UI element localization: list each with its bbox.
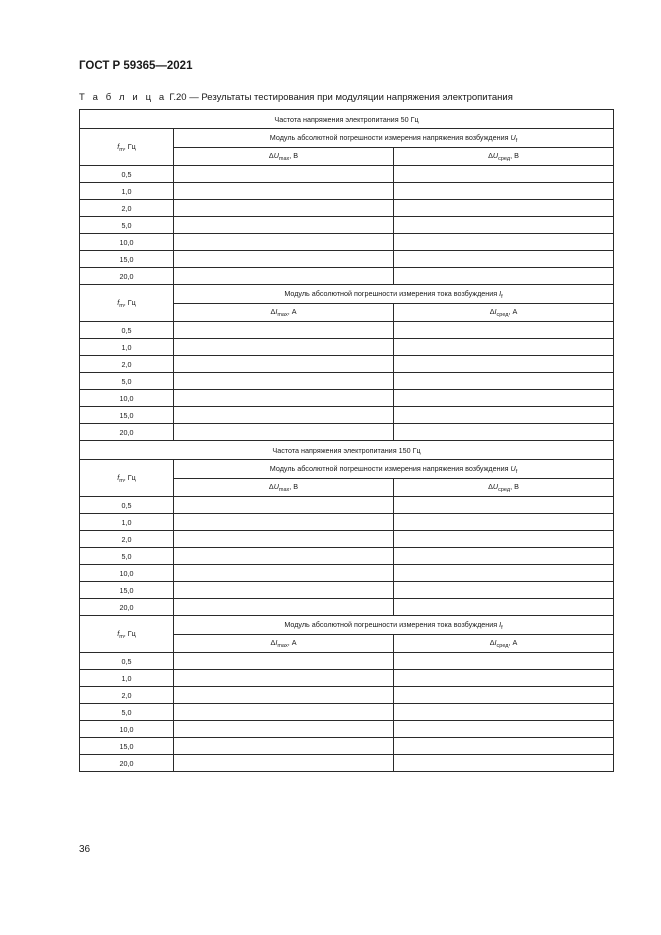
table-row xyxy=(80,407,614,424)
fm-subscript: m xyxy=(119,146,124,153)
table-row xyxy=(80,755,614,772)
table-row xyxy=(80,738,614,755)
max-value-cell xyxy=(174,721,394,738)
max-value-cell xyxy=(174,356,394,373)
table-row xyxy=(80,339,614,356)
group-header-title xyxy=(174,285,614,304)
avg-value-cell xyxy=(394,704,614,721)
quantity-subscript: сред xyxy=(498,487,511,493)
avg-value-cell xyxy=(394,234,614,251)
fm-unit: , Гц xyxy=(123,141,136,151)
column-header-avg xyxy=(394,479,614,497)
table-row xyxy=(80,599,614,616)
group-header-row xyxy=(80,616,614,635)
delta-symbol: Δ xyxy=(489,307,495,316)
avg-value-cell xyxy=(394,514,614,531)
frequency-value: 2,0 xyxy=(80,531,174,548)
fm-symbol: f xyxy=(117,628,120,638)
frequency-value: 2,0 xyxy=(80,200,174,217)
delta-symbol: Δ xyxy=(268,482,274,491)
delta-symbol: Δ xyxy=(268,151,274,160)
group-header-title xyxy=(174,129,614,148)
table-row xyxy=(80,497,614,514)
frequency-value: 10,0 xyxy=(80,721,174,738)
group-header-symbol: U xyxy=(510,132,516,142)
max-value-cell xyxy=(174,234,394,251)
max-value-cell xyxy=(174,565,394,582)
fm-symbol: f xyxy=(117,297,120,307)
section-frequency-title: Частота напряжения электропитания 50 Гц xyxy=(80,110,614,129)
document-header: ГОСТ Р 59365—2021 xyxy=(79,60,193,72)
group-header-title xyxy=(174,460,614,479)
caption-label: Т а б л и ц а xyxy=(79,92,167,103)
max-value-cell xyxy=(174,738,394,755)
quantity-symbol: U xyxy=(492,482,499,491)
column-header-avg xyxy=(394,148,614,166)
fm-header-cell xyxy=(80,285,174,322)
quantity-unit: , А xyxy=(287,307,297,316)
frequency-value: 5,0 xyxy=(80,373,174,390)
max-value-cell xyxy=(174,653,394,670)
frequency-value: 1,0 xyxy=(80,514,174,531)
fm-symbol: f xyxy=(117,141,120,151)
max-value-cell xyxy=(174,339,394,356)
frequency-value: 15,0 xyxy=(80,582,174,599)
max-value-cell xyxy=(174,166,394,183)
max-value-cell xyxy=(174,599,394,616)
table-row xyxy=(80,531,614,548)
quantity-symbol: U xyxy=(492,151,499,160)
avg-value-cell xyxy=(394,670,614,687)
frequency-value: 20,0 xyxy=(80,599,174,616)
avg-value-cell xyxy=(394,322,614,339)
group-header-symbol: I xyxy=(499,619,502,629)
max-value-cell xyxy=(174,514,394,531)
column-header-max xyxy=(174,304,394,322)
quantity-symbol: I xyxy=(275,307,278,316)
table-row xyxy=(80,183,614,200)
max-value-cell xyxy=(174,268,394,285)
fm-symbol: f xyxy=(117,472,120,482)
table-row xyxy=(80,390,614,407)
max-value-cell xyxy=(174,407,394,424)
fm-header-cell xyxy=(80,460,174,497)
avg-value-cell xyxy=(394,217,614,234)
avg-value-cell xyxy=(394,548,614,565)
max-value-cell xyxy=(174,322,394,339)
quantity-symbol: I xyxy=(275,638,278,647)
quantity-unit: , А xyxy=(508,307,518,316)
frequency-value: 20,0 xyxy=(80,268,174,285)
group-header-row xyxy=(80,129,614,148)
avg-value-cell xyxy=(394,424,614,441)
group-header-row xyxy=(80,460,614,479)
quantity-unit: , В xyxy=(289,151,299,160)
quantity-unit: , В xyxy=(289,482,299,491)
table-row xyxy=(80,356,614,373)
group-header-symbol: U xyxy=(510,463,516,473)
frequency-value: 5,0 xyxy=(80,217,174,234)
max-value-cell xyxy=(174,424,394,441)
group-header-subscript: f xyxy=(515,137,518,144)
frequency-value: 15,0 xyxy=(80,251,174,268)
group-header-subscript: f xyxy=(501,624,503,631)
group-header-subscript: f xyxy=(501,293,503,300)
avg-value-cell xyxy=(394,738,614,755)
delta-symbol: Δ xyxy=(488,151,493,160)
avg-value-cell xyxy=(394,721,614,738)
quantity-subscript: max xyxy=(277,312,288,318)
group-header-text: Модуль абсолютной погрешности измерения напряжения возбуждения xyxy=(269,463,511,473)
table-row xyxy=(80,704,614,721)
fm-subscript: m xyxy=(119,477,124,484)
max-value-cell xyxy=(174,687,394,704)
frequency-value: 0,5 xyxy=(80,497,174,514)
section-row xyxy=(80,441,614,460)
frequency-value: 15,0 xyxy=(80,738,174,755)
avg-value-cell xyxy=(394,582,614,599)
column-header-max xyxy=(174,635,394,653)
table-row xyxy=(80,653,614,670)
group-header-title xyxy=(174,616,614,635)
frequency-value: 10,0 xyxy=(80,390,174,407)
table-row xyxy=(80,322,614,339)
avg-value-cell xyxy=(394,653,614,670)
group-header-row xyxy=(80,285,614,304)
max-value-cell xyxy=(174,755,394,772)
fm-subscript: m xyxy=(119,302,124,309)
avg-value-cell xyxy=(394,183,614,200)
frequency-value: 5,0 xyxy=(80,548,174,565)
avg-value-cell xyxy=(394,755,614,772)
group-header-symbol: I xyxy=(499,288,502,298)
table-row xyxy=(80,373,614,390)
table-row xyxy=(80,582,614,599)
quantity-unit: , А xyxy=(508,638,518,647)
quantity-symbol: U xyxy=(273,151,279,160)
quantity-subscript: max xyxy=(277,643,288,649)
quantity-subscript: max xyxy=(278,156,290,162)
quantity-unit: , В xyxy=(510,482,519,491)
frequency-value: 20,0 xyxy=(80,424,174,441)
column-header-max xyxy=(174,148,394,166)
frequency-value: 5,0 xyxy=(80,704,174,721)
avg-value-cell xyxy=(394,599,614,616)
max-value-cell xyxy=(174,251,394,268)
avg-value-cell xyxy=(394,531,614,548)
section-row xyxy=(80,110,614,129)
max-value-cell xyxy=(174,531,394,548)
frequency-value: 10,0 xyxy=(80,234,174,251)
max-value-cell xyxy=(174,373,394,390)
table-row xyxy=(80,251,614,268)
quantity-subscript: сред xyxy=(496,312,509,318)
table-row xyxy=(80,514,614,531)
caption-text: Г.20 — Результаты тестирования при модуляции напряжения электропитания xyxy=(169,92,513,103)
page-number: 36 xyxy=(79,844,91,855)
frequency-value: 20,0 xyxy=(80,755,174,772)
table-row xyxy=(80,670,614,687)
avg-value-cell xyxy=(394,687,614,704)
fm-header-cell xyxy=(80,129,174,166)
frequency-value: 1,0 xyxy=(80,339,174,356)
max-value-cell xyxy=(174,582,394,599)
quantity-subscript: max xyxy=(278,487,290,493)
quantity-symbol: I xyxy=(494,638,497,647)
delta-symbol: Δ xyxy=(270,307,276,316)
max-value-cell xyxy=(174,217,394,234)
frequency-value: 0,5 xyxy=(80,322,174,339)
table-row xyxy=(80,687,614,704)
fm-subscript: m xyxy=(119,633,124,640)
table-row xyxy=(80,234,614,251)
max-value-cell xyxy=(174,670,394,687)
avg-value-cell xyxy=(394,251,614,268)
quantity-subscript: сред xyxy=(496,643,509,649)
table-row xyxy=(80,268,614,285)
fm-header-cell xyxy=(80,616,174,653)
quantity-unit: , А xyxy=(287,638,297,647)
frequency-value: 2,0 xyxy=(80,687,174,704)
max-value-cell xyxy=(174,183,394,200)
quantity-symbol: I xyxy=(494,307,497,316)
avg-value-cell xyxy=(394,565,614,582)
group-header-text: Модуль абсолютной погрешности измерения тока возбуждения xyxy=(284,619,500,629)
avg-value-cell xyxy=(394,356,614,373)
frequency-value: 15,0 xyxy=(80,407,174,424)
delta-symbol: Δ xyxy=(488,482,493,491)
avg-value-cell xyxy=(394,390,614,407)
column-header-max xyxy=(174,479,394,497)
max-value-cell xyxy=(174,200,394,217)
frequency-value: 0,5 xyxy=(80,166,174,183)
avg-value-cell xyxy=(394,407,614,424)
avg-value-cell xyxy=(394,200,614,217)
avg-value-cell xyxy=(394,166,614,183)
table-row xyxy=(80,166,614,183)
group-header-text: Модуль абсолютной погрешности измерения тока возбуждения xyxy=(284,288,500,298)
avg-value-cell xyxy=(394,373,614,390)
delta-symbol: Δ xyxy=(489,638,495,647)
frequency-value: 1,0 xyxy=(80,183,174,200)
results-table xyxy=(79,109,614,772)
column-header-avg xyxy=(394,304,614,322)
max-value-cell xyxy=(174,497,394,514)
group-header-text: Модуль абсолютной погрешности измерения напряжения возбуждения xyxy=(269,132,511,142)
group-header-subscript: f xyxy=(515,468,518,475)
fm-unit: , Гц xyxy=(123,297,136,307)
section-frequency-title: Частота напряжения электропитания 150 Гц xyxy=(80,441,614,460)
table-caption xyxy=(79,92,513,103)
avg-value-cell xyxy=(394,268,614,285)
table-row xyxy=(80,721,614,738)
avg-value-cell xyxy=(394,339,614,356)
delta-symbol: Δ xyxy=(270,638,276,647)
quantity-subscript: сред xyxy=(498,156,511,162)
frequency-value: 10,0 xyxy=(80,565,174,582)
frequency-value: 0,5 xyxy=(80,653,174,670)
table-row xyxy=(80,424,614,441)
quantity-symbol: U xyxy=(273,482,279,491)
table-row xyxy=(80,548,614,565)
table-row xyxy=(80,200,614,217)
frequency-value: 2,0 xyxy=(80,356,174,373)
avg-value-cell xyxy=(394,497,614,514)
quantity-unit: , В xyxy=(510,151,519,160)
max-value-cell xyxy=(174,704,394,721)
frequency-value: 1,0 xyxy=(80,670,174,687)
table-row xyxy=(80,565,614,582)
max-value-cell xyxy=(174,390,394,407)
column-header-avg xyxy=(394,635,614,653)
fm-unit: , Гц xyxy=(123,628,136,638)
fm-unit: , Гц xyxy=(123,472,136,482)
max-value-cell xyxy=(174,548,394,565)
table-row xyxy=(80,217,614,234)
